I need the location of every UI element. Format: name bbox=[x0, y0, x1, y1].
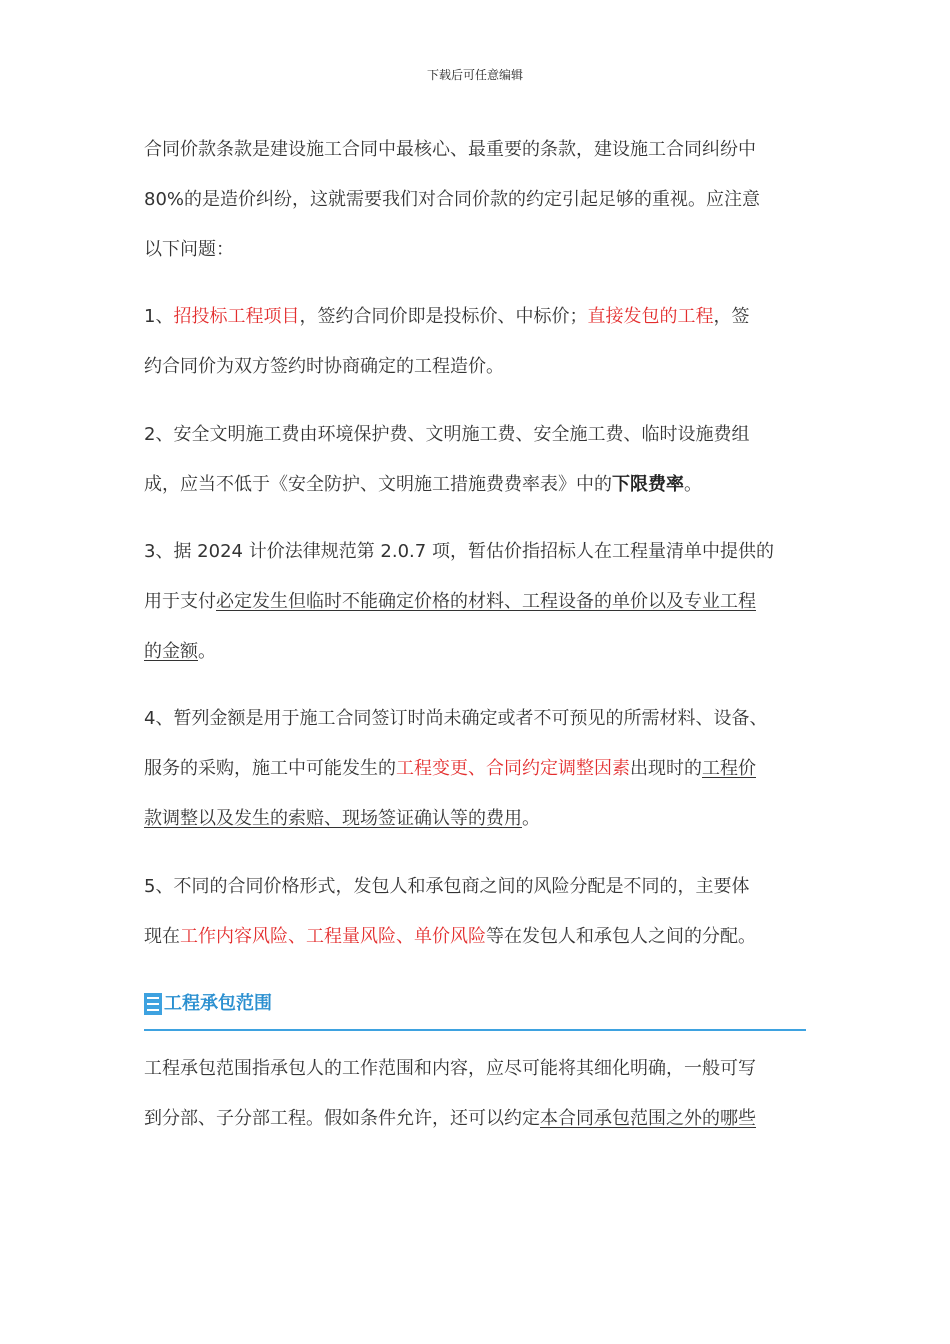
item-4-text: 服务的采购，施工中可能发生的 bbox=[144, 758, 396, 779]
item-1 bbox=[144, 292, 812, 392]
item-5-line-1: 5、不同的合同价格形式，发包人和承包商之间的风险分配是不同的，主要体 bbox=[144, 876, 750, 897]
item-4-mid: 出现时的 bbox=[630, 758, 702, 779]
item-4-end: 。 bbox=[522, 808, 540, 829]
item-1-line-2: 约合同价为双方签约时协商确定的工程造价。 bbox=[144, 356, 504, 377]
item-3-line-1: 3、据 2024 计价法律规范第 2.0.7 项，暂估价指招标人在工程量清单中提供的 bbox=[144, 541, 774, 562]
item-2-bold-rate: 下限费率 bbox=[612, 474, 684, 495]
item-4-line-3 bbox=[144, 794, 812, 844]
scope-underline: 本合同承包范围之外的哪些 bbox=[540, 1108, 756, 1129]
item-4-underline-2: 款调整以及发生的索赔、现场签证确认等的费用 bbox=[144, 808, 522, 829]
item-2-text: 成，应当不低于《安全防护、文明施工措施费费率表》中的 bbox=[144, 474, 612, 495]
scope-line-2 bbox=[144, 1094, 812, 1144]
item-2 bbox=[144, 410, 812, 510]
item-1-tail: ，签 bbox=[713, 306, 750, 327]
scope-line-1: 工程承包范围指承包人的工作范围和内容，应尽可能将其细化明确，一般可写 bbox=[144, 1058, 756, 1079]
item-4 bbox=[144, 694, 812, 844]
item-3-underline-2: 的金额 bbox=[144, 641, 198, 662]
intro-line-1: 合同价款条款是建设施工合同中最核心、最重要的条款，建设施工合同纠纷中 bbox=[144, 139, 756, 160]
item-2-line-2 bbox=[144, 460, 812, 510]
item-1-number: 1、 bbox=[144, 306, 174, 327]
scope-text: 到分部、子分部工程。假如条件允许，还可以约定 bbox=[144, 1108, 540, 1129]
item-5-line-2 bbox=[144, 912, 812, 962]
scope-paragraph bbox=[144, 1044, 812, 1144]
three-lines-icon bbox=[144, 993, 162, 1015]
item-3-end: 。 bbox=[198, 641, 216, 662]
item-3-underline-1: 必定发生但临时不能确定价格的材料、工程设备的单价以及专业工程 bbox=[216, 591, 756, 612]
page-header-note: 下载后可任意编辑 bbox=[426, 68, 523, 82]
item-5 bbox=[144, 862, 812, 962]
item-1-line-1 bbox=[144, 292, 812, 342]
item-5-text: 现在 bbox=[144, 926, 180, 947]
item-4-line-1: 4、暂列金额是用于施工合同签订时尚未确定或者不可预见的所需材料、设备、 bbox=[144, 708, 768, 729]
item-3-text: 用于支付 bbox=[144, 591, 216, 612]
item-4-highlight-change: 工程变更、合同约定调整因素 bbox=[396, 758, 630, 779]
item-1-text: ，签约合同价即是投标价、中标价； bbox=[299, 306, 588, 327]
section-title: 工程承包范围 bbox=[164, 993, 272, 1014]
intro-line-2: 80%的是造价纠纷，这就需要我们对合同价款的约定引起足够的重视。应注意 bbox=[144, 189, 761, 210]
section-heading bbox=[144, 985, 806, 1031]
item-2-line-1: 2、安全文明施工费由环境保护费、文明施工费、安全施工费、临时设施费组 bbox=[144, 424, 750, 445]
item-5-end: 等在发包人和承包人之间的分配。 bbox=[486, 926, 756, 947]
item-5-highlight-risks: 工作内容风险、工程量风险、单价风险 bbox=[180, 926, 486, 947]
item-3-line-2 bbox=[144, 577, 812, 627]
item-3-line-3 bbox=[144, 627, 812, 677]
item-2-end: 。 bbox=[684, 474, 702, 495]
item-1-highlight-direct: 直接发包的工程 bbox=[587, 306, 714, 327]
item-3 bbox=[144, 527, 812, 677]
intro-line-3: 以下问题： bbox=[144, 239, 234, 260]
item-4-line-2 bbox=[144, 744, 812, 794]
item-4-underline-1: 工程价 bbox=[702, 758, 756, 779]
intro-paragraph bbox=[144, 125, 812, 275]
item-1-highlight-bidding: 招投标工程项目 bbox=[173, 306, 300, 327]
